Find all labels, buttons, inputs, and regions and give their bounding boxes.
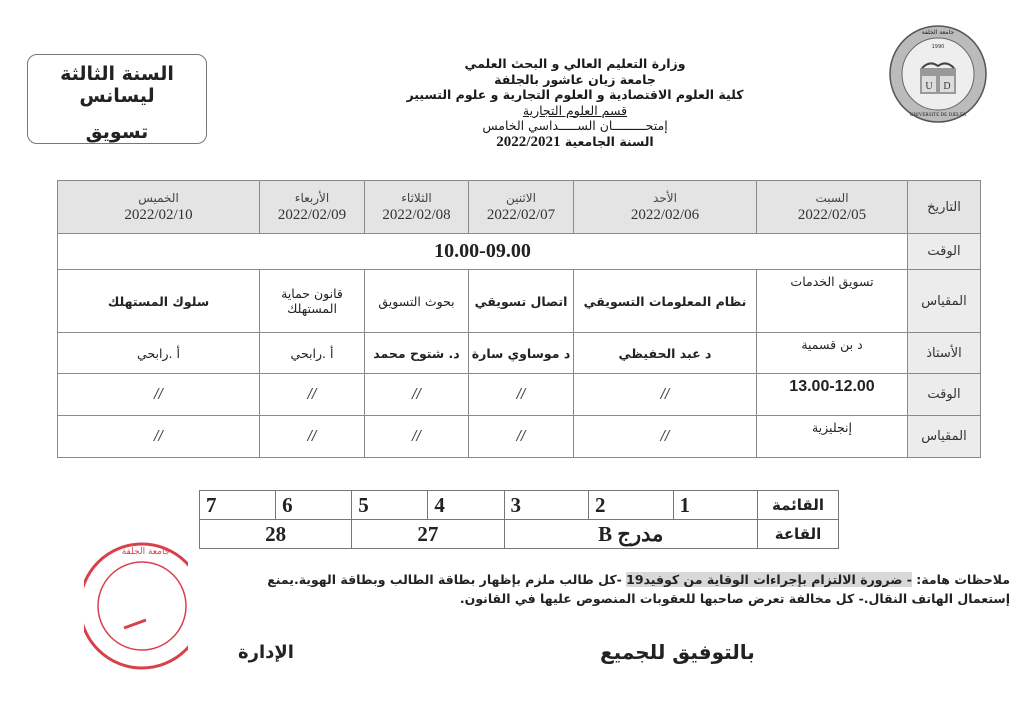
day-cell xyxy=(469,181,574,234)
list-number: 7 xyxy=(200,491,276,520)
module-cell: نظام المعلومات التسويقي xyxy=(574,270,757,333)
day-name: الأربعاء xyxy=(294,190,330,205)
hall-label: القاعة xyxy=(758,520,839,549)
specialty-title: تسويق xyxy=(85,121,149,143)
hall-room: مدرج B xyxy=(504,520,757,549)
ministry-name: وزارة التعليم العالي و البحث العلمي xyxy=(464,56,686,71)
day-name: الأحد xyxy=(653,190,677,205)
closing-wish: بالتوفيق للجميع xyxy=(600,640,755,664)
professor-cell: د. شتوح محمد xyxy=(365,333,469,374)
official-stamp xyxy=(84,540,188,672)
row-label-date: التاريخ xyxy=(908,181,981,234)
module-cell: بحوث التسويق xyxy=(365,270,469,333)
list-label: القائمة xyxy=(758,491,839,520)
afternoon-module-cell: // xyxy=(58,416,260,458)
list-number: 6 xyxy=(276,491,352,520)
row-label-time: الوقت xyxy=(908,234,981,270)
module-row xyxy=(58,270,981,333)
day-name: الثلاثاء xyxy=(401,190,432,205)
module-cell: قانون حماية المستهلك xyxy=(260,270,365,333)
professor-cell: د موساوي سارة xyxy=(469,333,574,374)
afternoon-time-row xyxy=(58,374,981,416)
day-date: 2022/02/06 xyxy=(630,206,700,223)
list-number: 4 xyxy=(428,491,504,520)
important-notes xyxy=(240,570,1010,608)
afternoon-module-cell: // xyxy=(574,416,757,458)
list-row xyxy=(200,491,839,520)
afternoon-module-cell: // xyxy=(469,416,574,458)
afternoon-time-cell: // xyxy=(260,374,365,416)
day-name: الخميس xyxy=(138,190,179,205)
afternoon-time-cell xyxy=(757,374,908,416)
note-id-card: -كل طالب ملزم بإظهار بطاقة الطالب وبطاقة الهوية.يمنع إستعمال الهاتف النقال.- كل مخالفة تعرض صاحبها للعقوبات المنصوص عليها في القانون. xyxy=(267,572,1010,606)
module-cell: سلوك المستهلك xyxy=(58,270,260,333)
university-logo xyxy=(888,24,988,124)
day-cell xyxy=(58,181,260,234)
afternoon-module-cell: // xyxy=(365,416,469,458)
list-number: 2 xyxy=(589,491,673,520)
professor-cell: أ .رابحي xyxy=(260,333,365,374)
afternoon-time-cell: // xyxy=(365,374,469,416)
day-date: 2022/02/07 xyxy=(486,206,556,223)
list-number: 1 xyxy=(673,491,757,520)
list-number: 5 xyxy=(352,491,428,520)
day-date: 2022/02/09 xyxy=(277,206,347,223)
afternoon-module-cell: // xyxy=(260,416,365,458)
day-name: السبت xyxy=(815,190,849,205)
hall-room: 28 xyxy=(200,520,352,549)
row-label-module2: المقياس xyxy=(908,416,981,458)
logo-name-fr: UNIVERSITE DE DJELFA xyxy=(909,113,967,118)
logo-letter-u: U xyxy=(925,81,933,92)
level-title: السنة الثالثة ليسانس xyxy=(60,63,174,107)
row-label-professor: الأستاذ xyxy=(908,333,981,374)
module-cell: اتصال تسويقي xyxy=(469,270,574,333)
document-header xyxy=(390,56,760,150)
day-name: الاثنين xyxy=(506,190,536,205)
day-date: 2022/02/08 xyxy=(382,206,451,223)
professor-cell: د بن قسمية xyxy=(757,333,908,374)
date-row xyxy=(58,181,981,234)
stamp-text: جامعة الجلفة xyxy=(121,547,171,557)
professor-row xyxy=(58,333,981,374)
faculty-name: كلية العلوم الاقتصادية و العلوم التجارية و علوم التسيير xyxy=(406,87,744,102)
afternoon-module-cell: إنجليزية xyxy=(757,416,908,458)
day-date: 2022/02/05 xyxy=(797,206,867,223)
exam-title: إمتحـــــــــان الســـــداسي الخامس xyxy=(482,118,668,133)
hall-row xyxy=(200,520,839,549)
professor-cell: د عبد الحفيظي xyxy=(574,333,757,374)
department-name: قسم العلوم التجارية xyxy=(522,102,628,118)
level-box xyxy=(27,54,207,144)
morning-time-row xyxy=(58,234,981,270)
day-cell xyxy=(574,181,757,234)
afternoon-time-cell: // xyxy=(574,374,757,416)
afternoon-module-row xyxy=(58,416,981,458)
administration-signature: الإدارة xyxy=(238,642,294,663)
professor-cell: أ .رابحي xyxy=(58,333,260,374)
logo-letter-d: D xyxy=(943,81,951,92)
hall-room: 27 xyxy=(352,520,504,549)
logo-name-ar: جامعة الجلفة xyxy=(921,29,955,36)
day-cell xyxy=(757,181,908,234)
logo-year: 1990 xyxy=(931,44,945,50)
afternoon-time-value: 13.00-12.00 xyxy=(789,378,875,395)
list-number: 3 xyxy=(504,491,588,520)
academic-year xyxy=(390,134,760,151)
module-cell: تسويق الخدمات xyxy=(757,270,908,333)
exam-schedule-table xyxy=(57,180,981,458)
note-covid: - ضرورة الالتزام بإجراءات الوقاية من كوفيد19 xyxy=(626,572,912,587)
row-label-time2: الوقت xyxy=(908,374,981,416)
afternoon-time-cell: // xyxy=(469,374,574,416)
row-label-module: المقياس xyxy=(908,270,981,333)
academic-year-value: 2022/2021 xyxy=(496,133,561,150)
afternoon-time-cell: // xyxy=(58,374,260,416)
academic-year-label: السنة الجامعية xyxy=(564,133,654,149)
notes-label: ملاحظات هامة: xyxy=(916,572,1010,587)
day-cell xyxy=(365,181,469,234)
hall-assignment-table xyxy=(199,490,839,549)
day-date: 2022/02/10 xyxy=(124,206,193,223)
morning-time-value: 10.00-09.00 xyxy=(434,240,531,262)
university-name: جامعة زيان عاشور بالجلفة xyxy=(494,71,656,87)
day-cell xyxy=(260,181,365,234)
morning-time xyxy=(58,234,908,270)
